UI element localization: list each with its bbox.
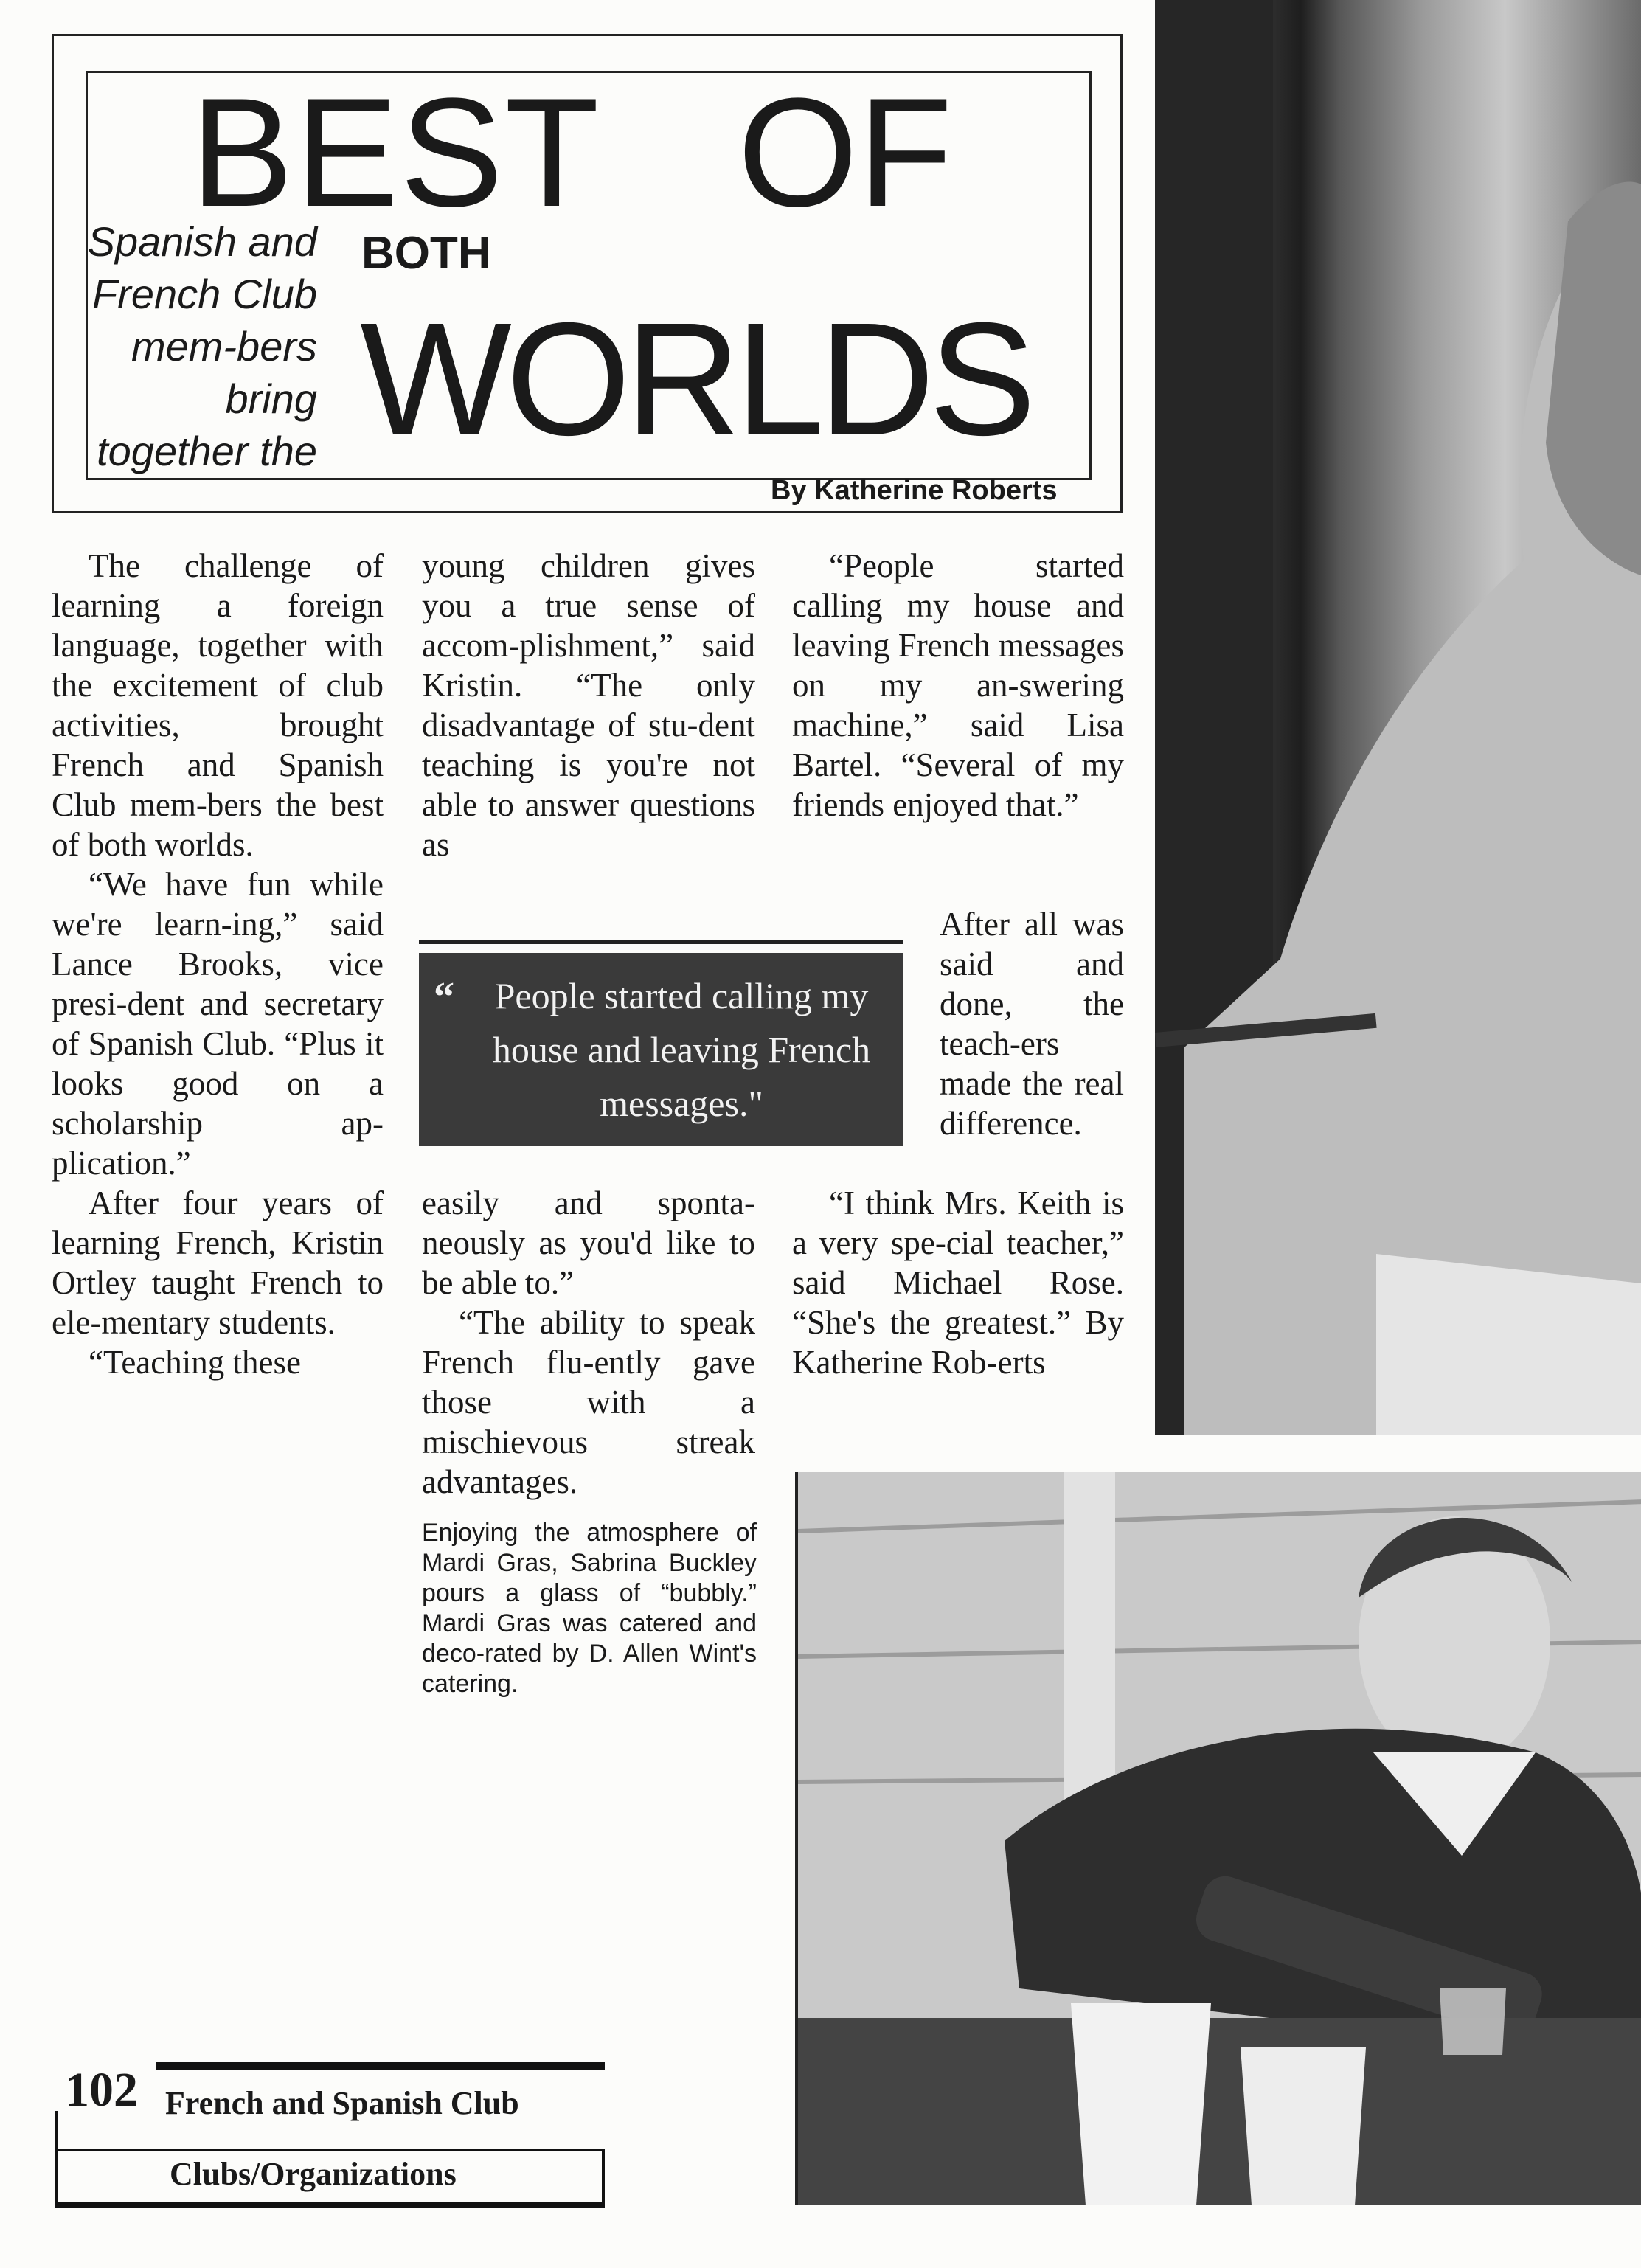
paragraph: “People started calling my house and leaving French messages on my an-swering machine,” said Lisa Bartel. “Several of my friends enjoyed that.” [792,547,1124,823]
paragraph: “I think Mrs. Keith is a very spe-cial teacher,” said Michael Rose. “She's the greatest.” By Katherine Rob-erts [792,1185,1124,1381]
photo-sabrina-pouring [795,1472,1641,2205]
paragraph: “The ability to speak French flu-ently gave those with a mischievous streak advantages. [422,1304,755,1500]
page-number: 102 [65,2063,138,2117]
folio-top-rule [156,2062,605,2070]
photo-caption: Enjoying the atmosphere of Mardi Gras, Sabrina Buckley pours a glass of “bubbly.” Mardi Gras was catered and deco-rated by D. Allen Wint's catering. [422,1519,757,1698]
paragraph: “We have fun while we're learn-ing,” said Lance Brooks, vice presi-dent and secretary of Spanish Club. “Plus it looks good on a scholarship ap-plication.” [52,866,384,1182]
paragraph: easily and sponta-neously as you'd like to be able to.” [422,1185,755,1301]
pull-quote-text: People started calling my house and leaving French messages." [492,975,871,1124]
article-column-2-top [422,546,755,864]
photo-content [798,1472,1641,2205]
quote-mark-icon: “ [434,974,454,1020]
folio-title: French and Spanish Club [165,2085,519,2121]
article-column-2-bottom [422,1183,755,1502]
folio-bottom-rule [55,2202,605,2208]
headline-deck: Spanish and French Club mem-bers bring together the [87,218,317,474]
photo-student-with-hat [1155,0,1641,1435]
paragraph: young children gives you a true sense of accom-plishment,” said Kristin. “The only disadvantage of stu-dent teaching is you're not able to answer questions as [422,547,755,863]
headline-of: OF [738,66,953,239]
headline-best: BEST [190,66,601,239]
headline-both: BOTH [361,228,491,279]
headline-worlds: WORLDS [360,290,1030,469]
article-column-3-middle [940,904,1124,1143]
byline: By Katherine Roberts [771,475,1058,506]
paragraph: After all was said and done, the teach-ers made the real difference. [940,906,1124,1142]
photo-content [1155,0,1641,1435]
folio-section: Clubs/Organizations [170,2156,457,2192]
pull-quote [419,953,903,1146]
pull-quote-rule [419,940,903,944]
article-column-3-bottom [792,1183,1124,1382]
paragraph: After four years of learning French, Kristin Ortley taught French to ele-mentary students. [52,1185,384,1341]
article-column-1 [52,546,384,1382]
article-column-3-top [792,546,1124,825]
paragraph: “Teaching these [89,1344,301,1381]
paragraph: The challenge of learning a foreign language, together with the excitement of club activities, brought French and Spanish Club mem-bers the best of both worlds. [52,547,384,863]
